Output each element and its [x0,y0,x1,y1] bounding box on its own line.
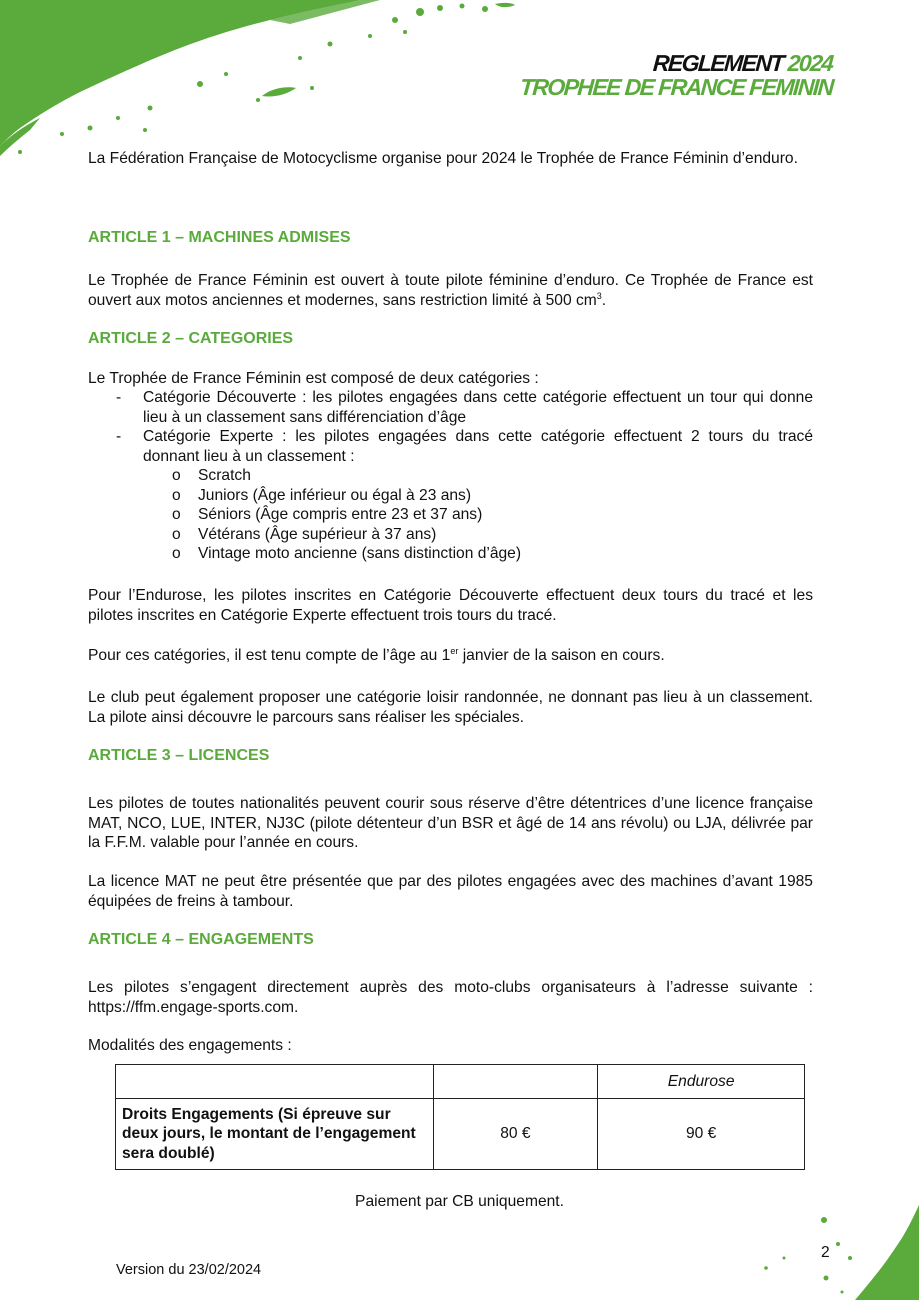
article3-heading: ARTICLE 3 – LICENCES [88,747,270,764]
article2-heading: ARTICLE 2 – CATEGORIES [88,330,294,347]
version-date: Version du 23/02/2024 [116,1262,262,1278]
payment-note: Paiement par CB uniquement. [355,1193,564,1210]
table-cell: Droits Engagements (Si épreuve sur deux jours, le montant de l’engagement sera doublé) [116,1099,434,1170]
article1-heading: ARTICLE 1 – MACHINES ADMISES [88,229,351,246]
superscript-3: 3 [596,290,602,301]
list-item-text: Catégorie Experte : les pilotes engagées dans cette catégorie effectuent 2 tours du tracé donnant lieu à un classement : [143,428,813,465]
superscript-er: er [450,646,459,656]
table-cell [116,1065,434,1099]
endurose-paragraph: Pour l’Endurose, les pilotes inscrites en Catégorie Découverte effectuent deux tours du tracé et les pilotes inscrites en Catégorie Experte effectuent trois tours du tracé. [88,587,813,624]
table-cell: Endurose [598,1065,805,1099]
age-paragraph: Pour ces catégories, il est tenu compte de l’âge au 1er janvier de la saison en cours. [88,646,665,664]
header-title-line1 [653,52,834,74]
loisir-paragraph: Le club peut également proposer une catégorie loisir randonnée, ne donnant pas lieu à un classement. La pilote ainsi découvre le parcours sans réaliser les spéciales. [88,689,813,726]
article3-paragraph2: La licence MAT ne peut être présentée que par des pilotes engagées avec des machines d’avant 1985 équipées de freins à tambour. [88,873,813,910]
circle-bullet: o [172,506,181,523]
article2-intro: Le Trophée de France Féminin est composé de deux catégories : [88,370,539,387]
article1-paragraph: Le Trophée de France Féminin est ouvert à toute pilote féminine d’enduro. Ce Trophée de France est ouvert aux motos anciennes et modernes, sans restriction limité à 500 $cm^3$. [88,272,813,309]
table-cell [433,1065,598,1099]
circle-bullet: o [172,487,181,504]
table-cell: 80 € [433,1099,598,1170]
table-row [116,1099,805,1170]
green-splash-bottom-right [750,1200,919,1300]
article4-heading: ARTICLE 4 – ENGAGEMENTS [88,931,314,948]
circle-bullet: o [172,545,181,562]
table-cell: 90 € [598,1099,805,1170]
dash-bullet: - [116,389,122,406]
header-title-year: 2024 [787,50,834,76]
article4-paragraph1: Les pilotes s’engagent directement auprès des moto-clubs organisateurs à l’adresse suivante : https://ffm.engage-sports.com. [88,979,813,1016]
page-number: 2 [821,1244,830,1261]
circle-bullet: o [172,526,181,543]
intro-paragraph: La Fédération Française de Motocyclisme organise pour 2024 le Trophée de France Féminin d’enduro. [88,150,798,167]
header-title-reglement: REGLEMENT [652,50,785,76]
article3-paragraph1: Les pilotes de toutes nationalités peuvent courir sous réserve d’être détentrices d’une licence française MAT, NCO, LUE, INTER, NJ3C (pilote détenteur d’un BSR et âgé de 14 ans révolu) ou LJA, délivrée par la F.F.M. valable pour l’année en cours. [88,795,813,851]
table-row [116,1065,805,1099]
circle-bullet: o [172,467,181,484]
green-splash-top-left [0,0,540,165]
header-title-line2: TROPHEE DE FRANCE FEMININ [519,74,834,100]
list-item-text: Catégorie Découverte : les pilotes engagées dans cette catégorie effectuent un tour qui donne lieu à un classement sans différenciation d’âge [143,389,813,426]
fees-table [115,1064,805,1170]
modalites-label: Modalités des engagements : [88,1037,292,1054]
dash-bullet: - [116,428,122,445]
